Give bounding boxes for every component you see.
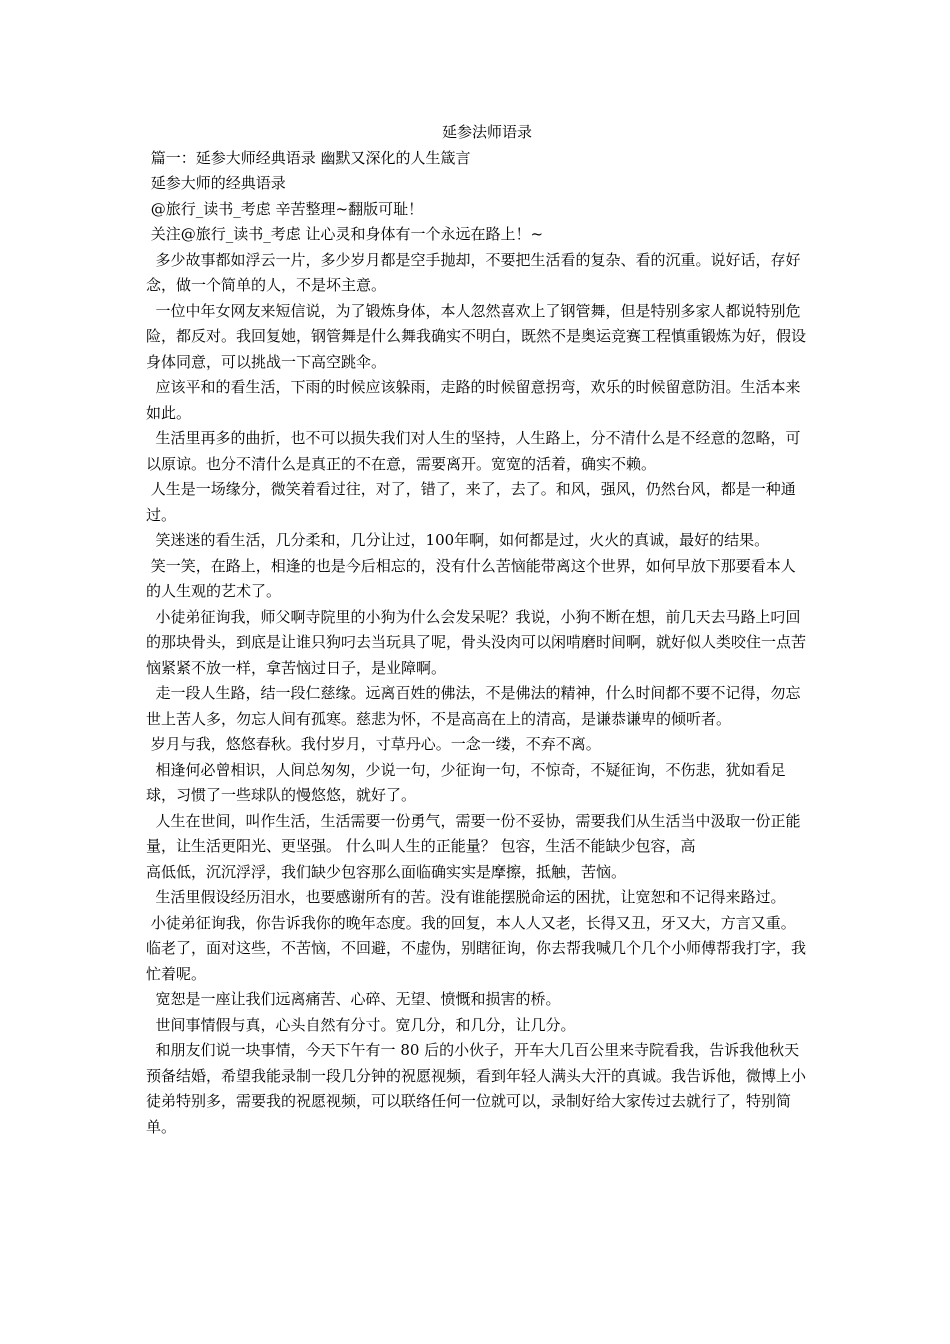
paragraph: @旅行_读书_考虑 辛苦整理~翻版可耻！ <box>146 199 424 218</box>
paragraph: 关注@旅行_读书_考虑 让心灵和身体有一个永远在路上！~ <box>146 225 544 243</box>
paragraph: 小徒弟征询我，师父啊寺院里的小狗为什么会发呆呢？我说，小狗不断在想，前几天去马路上叼回的那块骨头，到底是让谁只狗叼去当玩具了呢，骨头没肉可以闲啃磨时间啊，就好似人类咬住一点苦恼紧紧不放一样，拿苦恼过日子，是业障啊。 <box>146 607 807 677</box>
document-page <box>146 120 808 1140</box>
paragraph: 人生在世间，叫作生活，生活需要一份勇气，需要一份不妥协，需要我们从生活当中汲取一份正能量，让生活更阳光、更坚强。 什么叫人生的正能量？ 包容，生活不能缺少包容，高 <box>146 811 801 855</box>
paragraph: 生活里假设经历泪水，也要感谢所有的苦。没有谁能摆脱命运的困扰，让宽恕和不记得来路过。 <box>146 888 786 906</box>
paragraph: 小徒弟征询我，你告诉我你的晚年态度。我的回复，本人人又老，长得又丑，牙又大，方言又重。临老了，面对这些，不苦恼，不回避，不虚伪，别瞎征询，你去帮我喊几个几个小师傅帮我打字，我忙着呢。 <box>146 913 807 983</box>
paragraph: 岁月与我，悠悠春秋。我付岁月，寸草丹心。一念一缕，不弃不离。 <box>146 735 601 753</box>
paragraph: 一位中年女网友来短信说，为了锻炼身体，本人忽然喜欢上了钢管舞，但是特别多家人都说特别危险，都反对。我回复她，钢管舞是什么舞我确实不明白，既然不是奥运竞赛工程慎重锻炼为好，假设身体同意，可以挑战一下高空跳伞。 <box>146 301 807 371</box>
paragraph: 相逢何必曾相识，人间总匆匆，少说一句，少征询一句，不惊奇，不疑征询，不伤悲，犹如看足球，习惯了一些球队的慢悠悠，就好了。 <box>146 760 786 804</box>
paragraph: 应该平和的看生活，下雨的时候应该躲雨，走路的时候留意拐弯，欢乐的时候留意防泪。生活本来如此。 <box>146 378 801 422</box>
paragraph: 走一段人生路，结一段仁慈缘。远离百姓的佛法，不是佛法的精神，什么时间都不要不记得，勿忘世上苦人多，勿忘人间有孤寒。慈悲为怀，不是高高在上的清高，是谦恭谦卑的倾听者。 <box>146 684 801 728</box>
paragraph: 人生是一场缘分，微笑着看过往，对了，错了，来了，去了。和风，强风，仍然台风，都是一种通过。 <box>146 480 796 524</box>
document-title: 延参法师语录 <box>441 123 532 141</box>
paragraph: 笑迷迷的看生活，几分柔和，几分让过，100年啊，如何都是过，火火的真诚，最好的结果。 <box>146 531 770 549</box>
paragraph: 宽恕是一座让我们远离痛苦、心碎、无望、愤慨和损害的桥。 <box>146 990 561 1008</box>
paragraph: 延参大师的经典语录 <box>146 174 286 192</box>
paragraph: 世间事情假与真，心头自然有分寸。宽几分，和几分，让几分。 <box>146 1015 576 1034</box>
paragraph: 生活里再多的曲折，也不可以损失我们对人生的坚持，人生路上，分不清什么是不经意的忽略，可以原谅。也分不清什么是真正的不在意，需要离开。宽宽的活着，确实不赖。 <box>146 429 801 473</box>
document-body <box>146 146 808 1141</box>
paragraph: 和朋友们说一块事情，今天下午有一 80 后的小伙子，开车大几百公里来寺院看我，告诉我他秋天预备结婚，希望我能录制一段几分钟的祝愿视频，看到年轻人满头大汗的真诚。我告诉他，微博上小徒弟特别多，需要我的祝愿视频，可以联络任何一位就可以，录制好给大家传过去就行了，特别简单。 <box>146 1041 807 1136</box>
paragraph: 篇一：延参大师经典语录 幽默又深化的人生箴言 <box>146 148 471 167</box>
paragraph: 多少故事都如浮云一片，多少岁月都是空手抛却，不要把生活看的复杂、看的沉重。说好话，存好念，做一个简单的人，不是坏主意。 <box>146 250 801 294</box>
paragraph: 高低低，沉沉浮浮，我们缺少包容那么面临确实实是摩擦，抵触，苦恼。 <box>146 862 627 881</box>
paragraph: 笑一笑，在路上，相逢的也是今后相忘的，没有什么苦恼能带离这个世界，如何早放下那要看本人的人生观的艺术了。 <box>146 556 796 600</box>
